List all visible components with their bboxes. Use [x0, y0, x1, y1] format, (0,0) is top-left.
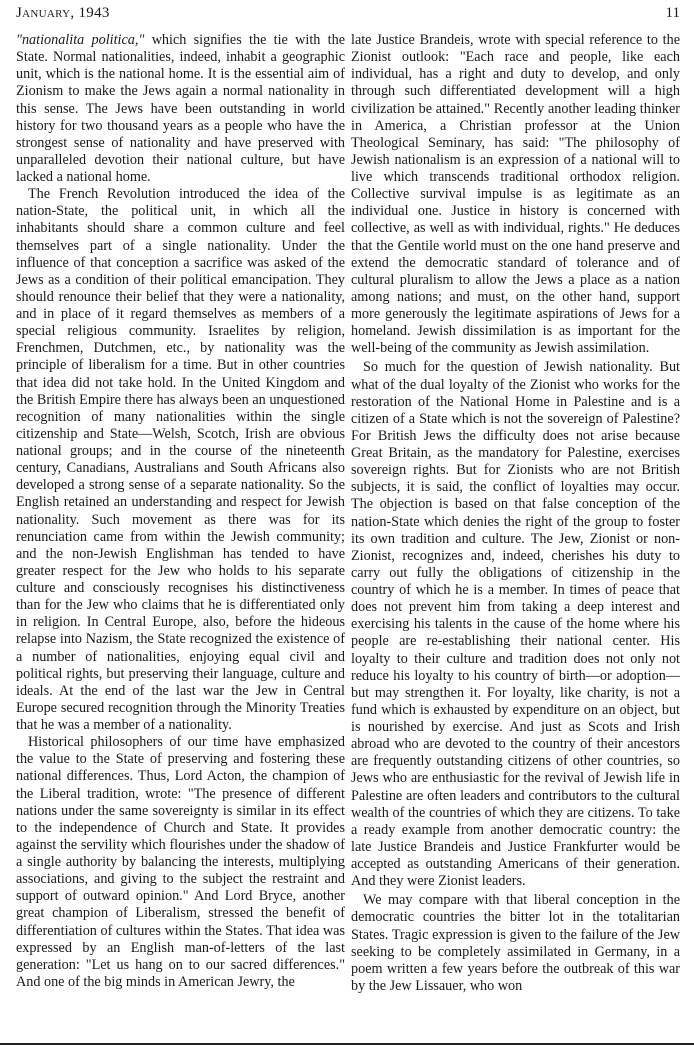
running-head: January, 1943: [16, 4, 110, 21]
paragraph: The French Revolution introduced the idea of the nation-State, the political unit, in which all the inhabitants should share a common culture and feel themselves part of a single nationality. Under the influence of that conception a sacrifice was asked of the Jews as a condition of their political emancipation. They should renounce their belief that they were a nationality, and in place of it regard themselves as members of a special religious community. Israelites by religion, Frenchmen, Dutchmen, etc., by nationality was the principle of liberalism for a time. But in other countries that idea did not take hold. In the United Kingdom and the British Empire there has always been an unquestioned recognition of many nationalities within the single citizenship and State—Welsh, Scotch, Irish are obvious national groups; and in the course of the nineteenth century, Canadians, Australians and South Africans also developed a strong sense of a separate nationality. So the English retained an understanding and respect for Jewish nationality. Such movement as there was for its renunciation came from within the Jewish community; and the non-Jewish Englishman has tended to have greater respect for the Jew who holds to his separate culture and consciously recognises his distinctiveness than for the Jew who claims that he is differentiated only in religion. In Central Europe, also, before the hideous relapse into Nazism, the State recognized the existence of a number of nationalities, enjoying equal civil and political rights, but preserving their language, culture and ideals. At the end of the last war the Jew in Central Europe secured recognition through the Minority Treaties that he was a member of a nationality.: [16, 186, 345, 733]
article-body: [16, 32, 680, 995]
bottom-border: [0, 1043, 694, 1045]
page-number: 11: [665, 4, 680, 21]
paragraph-text: which signifies the tie with the State. Normal nationalities, indeed, inhabit a geographic unit, which is the national home. It is the essential aim of Zionism to make the Jews again a normal nationality in this sense. The Jews have been outstanding in world history for two thousand years as a people who have the strongest sense of nationality and have preserved with unparalleled devotion their national culture, but have lacked a national home.: [16, 32, 345, 185]
page-header: [16, 2, 680, 24]
paragraph: So much for the question of Jewish nationality. But what of the dual loyalty of the Zionist who works for the restoration of the National Home in Palestine and is a citizen of a State which is not the sovereign of Palestine? For British Jews the difficulty does not arise because Great Britain, as the mandatory for Palestine, exercises sovereign rights. But for Zionists who are not British subjects, it is said, the conflict of loyalties may occur. The objection is based on that false conception of the nation-State which denies the right of the group to foster its own tradition and culture. The Jew, Zionist or non-Zionist, recognizes and, indeed, cherishes his duty to carry out fully the obligations of citizenship in the country of which he is a member. In times of peace that does not prevent him from taking a deep interest and exercising his talents in the cause of the home where his people are re-establishing their national center. His loyalty to their culture and tradition does not only not reduce his loyalty to his country of birth—or adoption—but may strengthen it. For loyalty, like charity, is not a fund which is exhausted by expenditure on an object, but is nourished by exercise. And just as Scots and Irish abroad who are devoted to the country of their ancestors are frequently outstanding citizens of other countries, so Jews who are enthusiastic for the revival of Jewish life in Palestine are often leaders and contributors to the cultural wealth of the countries of which they are citizens. To take a ready example from another democratic country: the late Justice Brandeis and Justice Frankfurter would be accepted as outstanding Americans of their generation. And they were Zionist leaders.: [351, 359, 680, 890]
italic-phrase: "nationalita politica,": [16, 32, 145, 48]
paragraph: Historical philosophers of our time have emphasized the value to the State of preserving and fostering these national differences. Thus, Lord Acton, the champion of the Liberal tradition, wrote: "The presence of different nations under the same sovereignty is similar in its effect to the independence of Church and State. It provides against the servility which flourishes under the shadow of a single authority by balancing the interests, multiplying associations, and giving to the subject the restraint and support of outward opinion." And Lord Bryce, another great champion of Liberalism, stressed the benefit of differentiation of cultures within the States. That idea was expressed by an English man-of-letters of the last generation: "Let us hang on to our sacred differences." And one of the big minds in American Jewry, the: [16, 734, 345, 990]
paragraph: late Justice Brandeis, wrote with special reference to the Zionist outlook: "Each race and people, like each individual, has a right and duty to develop, and only through such differentiated development will a high civilization be attained." Recently another leading thinker in America, a Christian professor at the Union Theological Seminary, has said: "The philosophy of Jewish nationalism is an expression of a national will to live which transcends traditional orthodox religion. Collective survival impulse is as legitimate as an individual one. Justice in history is concerned with collective, as well as with individual, rights." He deduces that the Gentile world must on the one hand preserve and extend the democratic standard of tolerance and of cultural pluralism to allow the Jews a place as a nation among nations; and must, on the other hand, support more generously the legitimate aspirations of Jews for a homeland. Jewish dissimilation is as important for the well-being of the community as Jewish assimilation.: [351, 32, 680, 357]
right-column: [351, 32, 680, 995]
left-column: [16, 32, 345, 995]
paragraph: [16, 32, 345, 186]
paragraph: We may compare with that liberal conception in the democratic countries the bitter lot in the totalitarian States. Tragic expression is given to the failure of the Jew seeking to be completely assimilated in Germany, in a poem written a few years before the outbreak of this war by the Jew Lissauer, who won: [351, 892, 680, 994]
